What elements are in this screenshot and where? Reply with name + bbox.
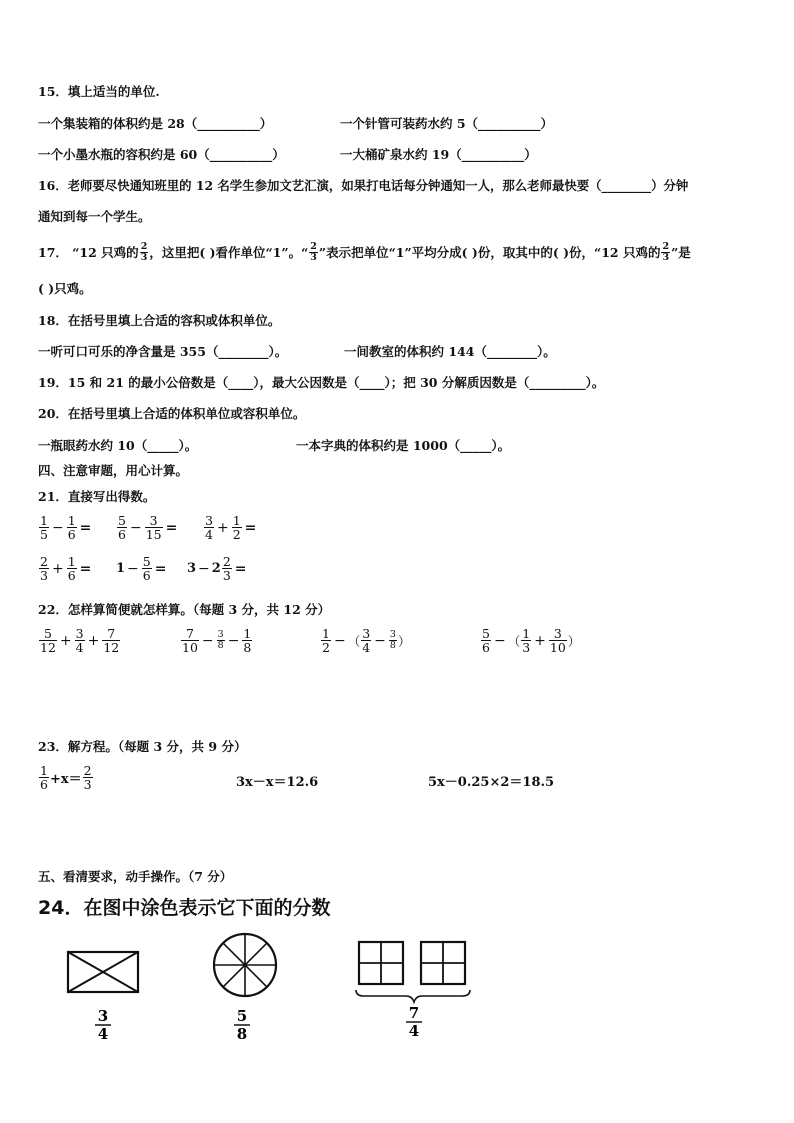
q21-expr-5: 1 − $\frac{5}{6}$ = xyxy=(116,554,167,583)
q23-equation-1: $\frac{1}{6}$ +x＝ $\frac{2}{3}$ xyxy=(40,763,92,792)
q17-fraction-2: $\frac{2}{3}$ xyxy=(310,241,317,263)
q22-expr-3: $\frac{1}{2}$ − （ $\frac{3}{4}$ − $\frac{3}{8}$ ） xyxy=(322,626,411,655)
square-figure-2[interactable] xyxy=(421,942,465,984)
svg-text:3: 3 xyxy=(97,1007,109,1025)
q18-item-b: 一间教室的体积约 144（________）。 xyxy=(344,344,556,359)
q20-item-b: 一本字典的体积约是 1000（_____）。 xyxy=(296,438,511,453)
q24-figures xyxy=(38,932,493,1047)
q17-part1: 17． “12 只鸡的 xyxy=(38,244,139,260)
q21-expr-6: 3 − 2 $\frac{2}{3}$ = xyxy=(187,554,247,583)
fraction-5-8 xyxy=(234,1007,250,1043)
q21-expr-1: $\frac{1}{5}$ − $\frac{1}{6}$ = xyxy=(40,513,92,542)
q17-part3: ”表示把单位“1”平均分成( )份，取其中的( )份，“12 只鸡的 xyxy=(318,244,661,260)
svg-text:5: 5 xyxy=(236,1007,248,1025)
q15-item-d: 一大桶矿泉水约 19（__________） xyxy=(340,147,537,162)
fraction-7-4 xyxy=(406,1004,422,1040)
q22-expr-1: $\frac{5}{12}$ + $\frac{3}{4}$ + $\frac{7}{12}$ xyxy=(40,626,120,655)
q16-line1: 16．老师要尽快通知班里的 12 名学生参加文艺汇演，如果打电话每分钟通知一人，那么老师最快要（________）分钟 xyxy=(38,178,689,193)
brace-icon xyxy=(356,990,470,1002)
q18-title: 18．在括号里填上合适的容积或体积单位。 xyxy=(38,313,281,328)
q17-fraction-1: $\frac{2}{3}$ xyxy=(140,241,148,263)
svg-text:4: 4 xyxy=(97,1025,109,1043)
q21-title: 21．直接写出得数。 xyxy=(38,489,156,504)
q22-title: 22．怎样算简便就怎样算。（每题 3 分，共 12 分） xyxy=(38,602,331,617)
q17-fraction-3: $\frac{2}{3}$ xyxy=(662,241,670,263)
q24-title: 24．在图中涂色表示它下面的分数 xyxy=(38,897,331,919)
q23-equation-3: 5x－0.25×2＝18.5 xyxy=(428,775,555,790)
q18-item-a: 一听可口可乐的净含量是 355（________）。 xyxy=(38,344,288,359)
q15-item-c: 一个小墨水瓶的容积约是 60（__________） xyxy=(38,147,285,162)
svg-text:7: 7 xyxy=(408,1004,420,1022)
section-4-heading: 四、注意审题，用心计算。 xyxy=(38,463,189,478)
q17-line2: ( )只鸡。 xyxy=(38,281,92,296)
circle-figure[interactable] xyxy=(214,934,276,996)
q17-part2: ，这里把( )看作单位“1”。“ xyxy=(149,244,309,260)
q15-title: 15．填上适当的单位. xyxy=(38,84,160,99)
q23-equation-2: 3x－x＝12.6 xyxy=(236,775,319,790)
q20-item-a: 一瓶眼药水约 10（_____）。 xyxy=(38,438,198,453)
section-5-heading: 五、看清要求，动手操作。（7 分） xyxy=(38,869,233,884)
q22-expr-4: $\frac{5}{6}$ − （ $\frac{1}{3}$ + $\frac{3}{10}$ ） xyxy=(482,626,581,655)
fraction-3-4 xyxy=(95,1007,111,1043)
q16-line2: 通知到每一个学生。 xyxy=(38,209,151,224)
q17-part4: ”是 xyxy=(671,244,691,260)
q17-line1 xyxy=(38,242,691,263)
q21-expr-2: $\frac{5}{6}$ − $\frac{3}{15}$ = xyxy=(118,513,178,542)
rectangle-figure[interactable] xyxy=(68,952,138,992)
q21-expr-4: $\frac{2}{3}$ + $\frac{1}{6}$ = xyxy=(40,554,92,583)
q19-text: 19．15 和 21 的最小公倍数是（____），最大公因数是（____）；把 30 分解质因数是（_________）。 xyxy=(38,375,605,390)
q20-title: 20．在括号里填上合适的体积单位或容积单位。 xyxy=(38,406,306,421)
q15-item-a: 一个集装箱的体积约是 28（__________） xyxy=(38,116,273,131)
q15-item-b: 一个针管可装药水约 5（__________） xyxy=(340,116,554,131)
q21-expr-3: $\frac{3}{4}$ + $\frac{1}{2}$ = xyxy=(205,513,257,542)
q23-title: 23．解方程。（每题 3 分，共 9 分） xyxy=(38,739,247,754)
q22-expr-2: $\frac{7}{10}$ − $\frac{3}{8}$ − $\frac{1}{8}$ xyxy=(182,626,252,655)
square-figure-1[interactable] xyxy=(359,942,403,984)
svg-text:8: 8 xyxy=(236,1025,248,1043)
svg-text:4: 4 xyxy=(408,1022,420,1040)
